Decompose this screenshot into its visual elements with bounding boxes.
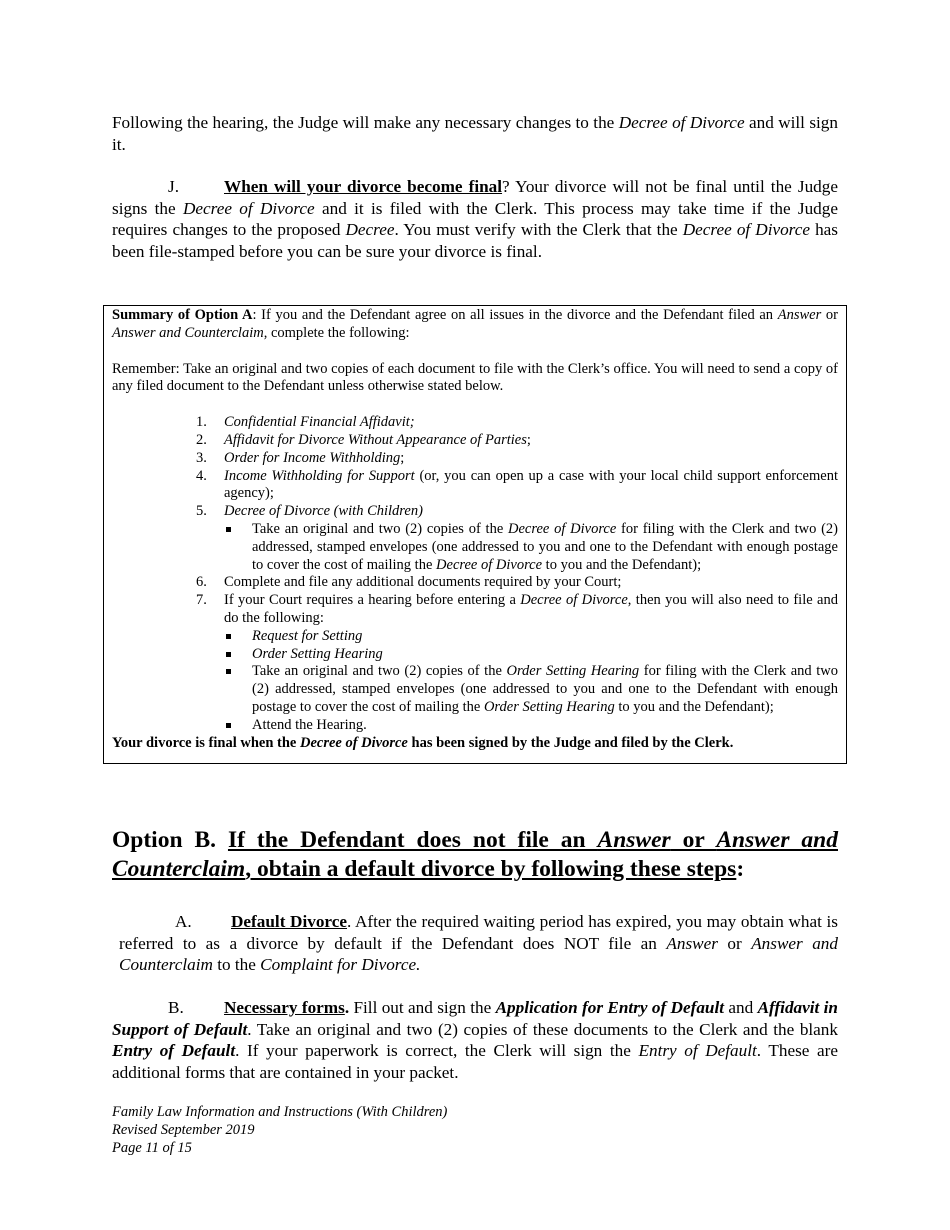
step-text: Affidavit for Divorce Without Appearance of Parties: [224, 431, 527, 448]
summary-or: or: [821, 307, 838, 323]
section-a-text-2: to the: [212, 955, 261, 974]
bullet-text: Order Setting Hearing: [252, 645, 383, 662]
list-item: [196, 574, 838, 592]
option-b-answer-counterclaim: Answer and Counterclaim: [112, 827, 838, 882]
step-text: Confidential Financial Affidavit;: [224, 414, 415, 431]
bullet-text-2: for filing with the Clerk and two (2) addressed, stamped envelopes (one addressed to you and one to the Defendant with enough postage to cover the cost of mailing the: [252, 663, 839, 715]
section-b-affidavit: Affidavit in Support of Default: [112, 998, 838, 1039]
bullet-decree-2: Decree of Divorce: [436, 556, 543, 573]
summary-steps-list: [196, 414, 838, 734]
section-j-text-3: . You must verify with the Clerk that the: [394, 220, 683, 239]
section-b-dot: .: [344, 998, 350, 1017]
step-text: Order for Income Withholding: [224, 449, 401, 466]
section-b-entry: Entry of Default: [112, 1041, 236, 1060]
step-number: 6.: [196, 574, 207, 591]
footer-revised: Revised September 2019: [112, 1122, 255, 1138]
section-j-paragraph: [112, 176, 838, 262]
section-a-answer: Answer: [666, 933, 718, 953]
step-number: 1.: [196, 414, 207, 431]
step-text-tail: (or, you can open up a case with your local child support enforcement agency);: [224, 467, 838, 502]
section-j-decree-1: Decree of Divorce: [182, 198, 315, 218]
bullet-text: Attend the Hearing.: [252, 716, 367, 733]
section-b-text-1: Fill out and sign the: [349, 998, 496, 1017]
section-b-application: Application for Entry of Default: [495, 998, 725, 1017]
summary-text-2: , complete the following:: [263, 324, 410, 341]
summary-option-a-box: [103, 305, 847, 764]
option-b-answer: Answer: [597, 827, 671, 853]
list-item: [196, 468, 838, 504]
summary-intro: [112, 307, 838, 343]
final-text-2: has been signed by the Judge and filed by the Clerk.: [407, 734, 734, 751]
section-j-letter: J.: [168, 177, 179, 196]
option-b-colon: :: [736, 856, 745, 882]
list-item: [224, 521, 838, 574]
summary-answer-counterclaim: Answer and Counterclaim: [112, 324, 264, 341]
bullet-text: Request for Setting: [252, 627, 363, 644]
final-text-1: Your divorce is final when the: [112, 734, 300, 751]
step-7-bullets: [224, 628, 838, 735]
section-j-decree-2: Decree: [345, 220, 395, 239]
section-j-heading: When will your divorce become final: [224, 177, 503, 196]
summary-final: [112, 735, 838, 753]
bullet-text-2: for filing with the Clerk and two (2) addressed, stamped envelopes (one addressed to you and one to the Defendant with enough postage to cover the cost of mailing the: [252, 520, 838, 573]
list-item: [224, 646, 838, 664]
section-b-and: and: [724, 998, 758, 1017]
step-number: 3.: [196, 449, 207, 466]
bullet-osh: Order Setting Hearing: [506, 663, 640, 680]
section-a-heading: Default Divorce: [231, 912, 348, 931]
section-a-letter: A.: [175, 912, 192, 931]
step-text: Complete and file any additional documents required by your Court;: [224, 574, 622, 591]
section-b-text-3: . If your paperwork is correct, the Clerk will sign the: [235, 1041, 639, 1060]
step-text-tail: ;: [400, 449, 405, 466]
section-j-q: ?: [502, 177, 510, 196]
list-item: [196, 503, 838, 574]
step-number: 2.: [196, 431, 207, 448]
final-decree: Decree of Divorce: [299, 734, 408, 751]
bullet-text-1: Take an original and two (2) copies of the: [252, 520, 509, 537]
bullet-decree: Decree of Divorce: [508, 520, 617, 537]
section-j-text-1: Your divorce will not be final until the Judge signs the: [112, 177, 838, 218]
step-number: 7.: [196, 592, 207, 609]
section-j-text-4: has been file-stamped before you can be sure your divorce is final.: [112, 220, 838, 261]
footer-page-number: Page 11 of 15: [112, 1140, 192, 1156]
bullet-text-3: to you and the Defendant);: [614, 698, 774, 715]
step-text: Decree of Divorce (with Children): [224, 503, 423, 520]
section-a-or: or: [717, 933, 752, 953]
section-b-entry-2: Entry of Default: [638, 1041, 757, 1060]
step-text-tail: ;: [526, 431, 531, 448]
section-b-text-2: . Take an original and two (2) copies of these documents to the Clerk and the blank: [247, 1019, 838, 1039]
bullet-text-1: Take an original and two (2) copies of the: [252, 663, 507, 680]
step-text: Income Withholding for Support: [224, 467, 415, 484]
option-b-or: or: [670, 827, 717, 853]
section-a-paragraph: [119, 911, 838, 976]
summary-remember: Remember: Take an original and two copies of each document to file with the Clerk’s office. You will need to send a copy of any filed document to the Defendant unless otherwise stated below.: [112, 360, 838, 395]
list-item: [224, 628, 838, 646]
summary-answer: Answer: [777, 307, 822, 323]
list-item: [224, 717, 838, 735]
intro-text-end: and will sign it.: [112, 113, 838, 154]
list-item: [196, 450, 838, 468]
intro-paragraph: [112, 112, 838, 155]
section-j-decree-3: Decree of Divorce: [682, 220, 810, 239]
intro-text: Following the hearing, the Judge will make any necessary changes to the: [112, 113, 619, 132]
page-body: [112, 112, 838, 262]
summary-label: Summary of Option A: [112, 307, 253, 323]
bullet-osh-2: Order Setting Hearing: [483, 698, 615, 715]
page-footer: [112, 1103, 447, 1157]
section-a-answer-counterclaim: Answer and Counterclaim: [119, 933, 838, 974]
section-b-text-4: . These are additional forms that are contained in your packet.: [112, 1041, 839, 1082]
step-number: 4.: [196, 467, 207, 484]
section-a-complaint: Complaint for Divorce.: [260, 955, 421, 974]
list-item: [196, 432, 838, 450]
section-b-letter: B.: [168, 998, 184, 1017]
list-item: [224, 663, 838, 716]
step-text: If your Court requires a hearing before entering a: [224, 592, 521, 609]
summary-text-1: : If you and the Defendant agree on all issues in the divorce and the Defendant filed an: [252, 307, 778, 323]
option-b-text-1: If the Defendant does not file an: [227, 827, 598, 853]
step-decree: Decree of Divorce: [520, 592, 628, 609]
step-number: 5.: [196, 503, 207, 520]
bullet-text-3: to you and the Defendant);: [542, 556, 702, 573]
step-5-bullets: [224, 521, 838, 574]
list-item: [196, 414, 838, 432]
list-item: [196, 592, 838, 734]
option-b-text-2: , obtain a default divorce by following these steps: [245, 856, 737, 882]
intro-decree: Decree of Divorce: [618, 113, 745, 132]
option-b-prefix: Option B.: [112, 827, 228, 853]
section-a-text-1: . After the required waiting period has expired, you may obtain what is referred to as a divorce by default if the Defendant does NOT file an: [119, 912, 838, 953]
section-j-text-2: and it is filed with the Clerk. This process may take time if the Judge requires changes to the proposed: [112, 198, 838, 239]
section-b-heading: Necessary forms: [224, 998, 345, 1017]
section-b-paragraph: [112, 997, 838, 1083]
step-text-tail: , then you will also need to file and do the following:: [224, 592, 838, 626]
option-b-heading: [112, 826, 838, 884]
footer-title: Family Law Information and Instructions (With Children): [112, 1104, 448, 1120]
